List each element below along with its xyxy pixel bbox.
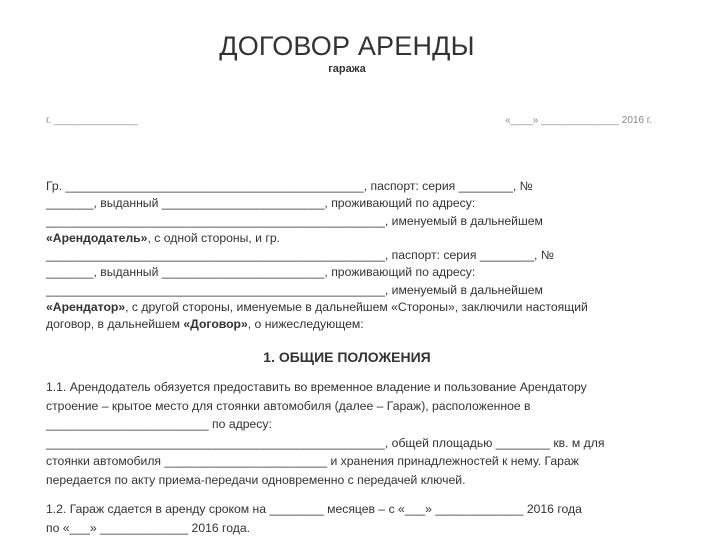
- date-field: «____» ______________ 2016 г.: [504, 115, 652, 126]
- section-1-title: 1. ОБЩИЕ ПОЛОЖЕНИЯ: [263, 349, 431, 365]
- clause-line: 1.2. Гараж сдается в аренду сроком на ________ месяцев – с «___» _____________ 2016 года: [46, 502, 582, 516]
- parties-text: договор, в дальнейшем: [46, 317, 184, 332]
- clause-1-1: [46, 378, 656, 489]
- clause-line: по «___» _____________ 2016 года.: [46, 520, 251, 535]
- parties-line: [46, 299, 656, 316]
- document-subtitle: гаража: [328, 63, 366, 75]
- parties-line: [46, 230, 656, 247]
- parties-line: [46, 316, 656, 333]
- document-title: ДОГОВОР АРЕНДЫ: [219, 31, 475, 61]
- clause-line: строение – крытое место для стоянки автомобиля (далее – Гараж), расположенное в: [46, 398, 531, 413]
- parties-text: , с другой стороны, именуемые в дальнейшем «Стороны», заключили настоящий: [125, 300, 588, 315]
- tenant-term: «Арендатор»: [46, 300, 126, 315]
- landlord-term: «Арендодатель»: [46, 230, 148, 245]
- clause-line: передается по акту приема-передачи одновременно с передачей ключей.: [46, 472, 466, 487]
- clause-line: ________________________ по адресу:: [46, 417, 272, 431]
- parties-line: _______, выданный ________________________, проживающий по адресу:: [46, 265, 476, 280]
- parties-line: __________________________________________________, именуемый в дальнейшем: [46, 282, 543, 297]
- clause-line: стоянки автомобиля ________________________ и хранения принадлежностей к нему. Гараж: [46, 454, 579, 468]
- parties-line: Гр. ____________________________________________, паспорт: серия ________, №: [46, 179, 533, 193]
- contract-term: «Договор»: [183, 317, 248, 332]
- parties-line: __________________________________________________, именуемый в дальнейшем: [46, 213, 543, 228]
- clause-1-2: [46, 500, 656, 537]
- parties-line: _______, выданный ________________________, проживающий по адресу:: [46, 196, 476, 211]
- clause-line: 1.1. Арендодатель обязуется предоставить во временное владение и пользование Арендатору: [46, 380, 587, 394]
- clause-line: __________________________________________________, общей площадью ________ кв. м для: [46, 435, 605, 450]
- place-field: г. _______________: [46, 115, 138, 126]
- parties-line: __________________________________________________, паспорт: серия ________, №: [46, 248, 554, 263]
- parties-paragraph: [46, 178, 656, 334]
- parties-text: , о нижеследующем:: [247, 317, 364, 332]
- parties-text: , с одной стороны, и гр.: [147, 230, 280, 245]
